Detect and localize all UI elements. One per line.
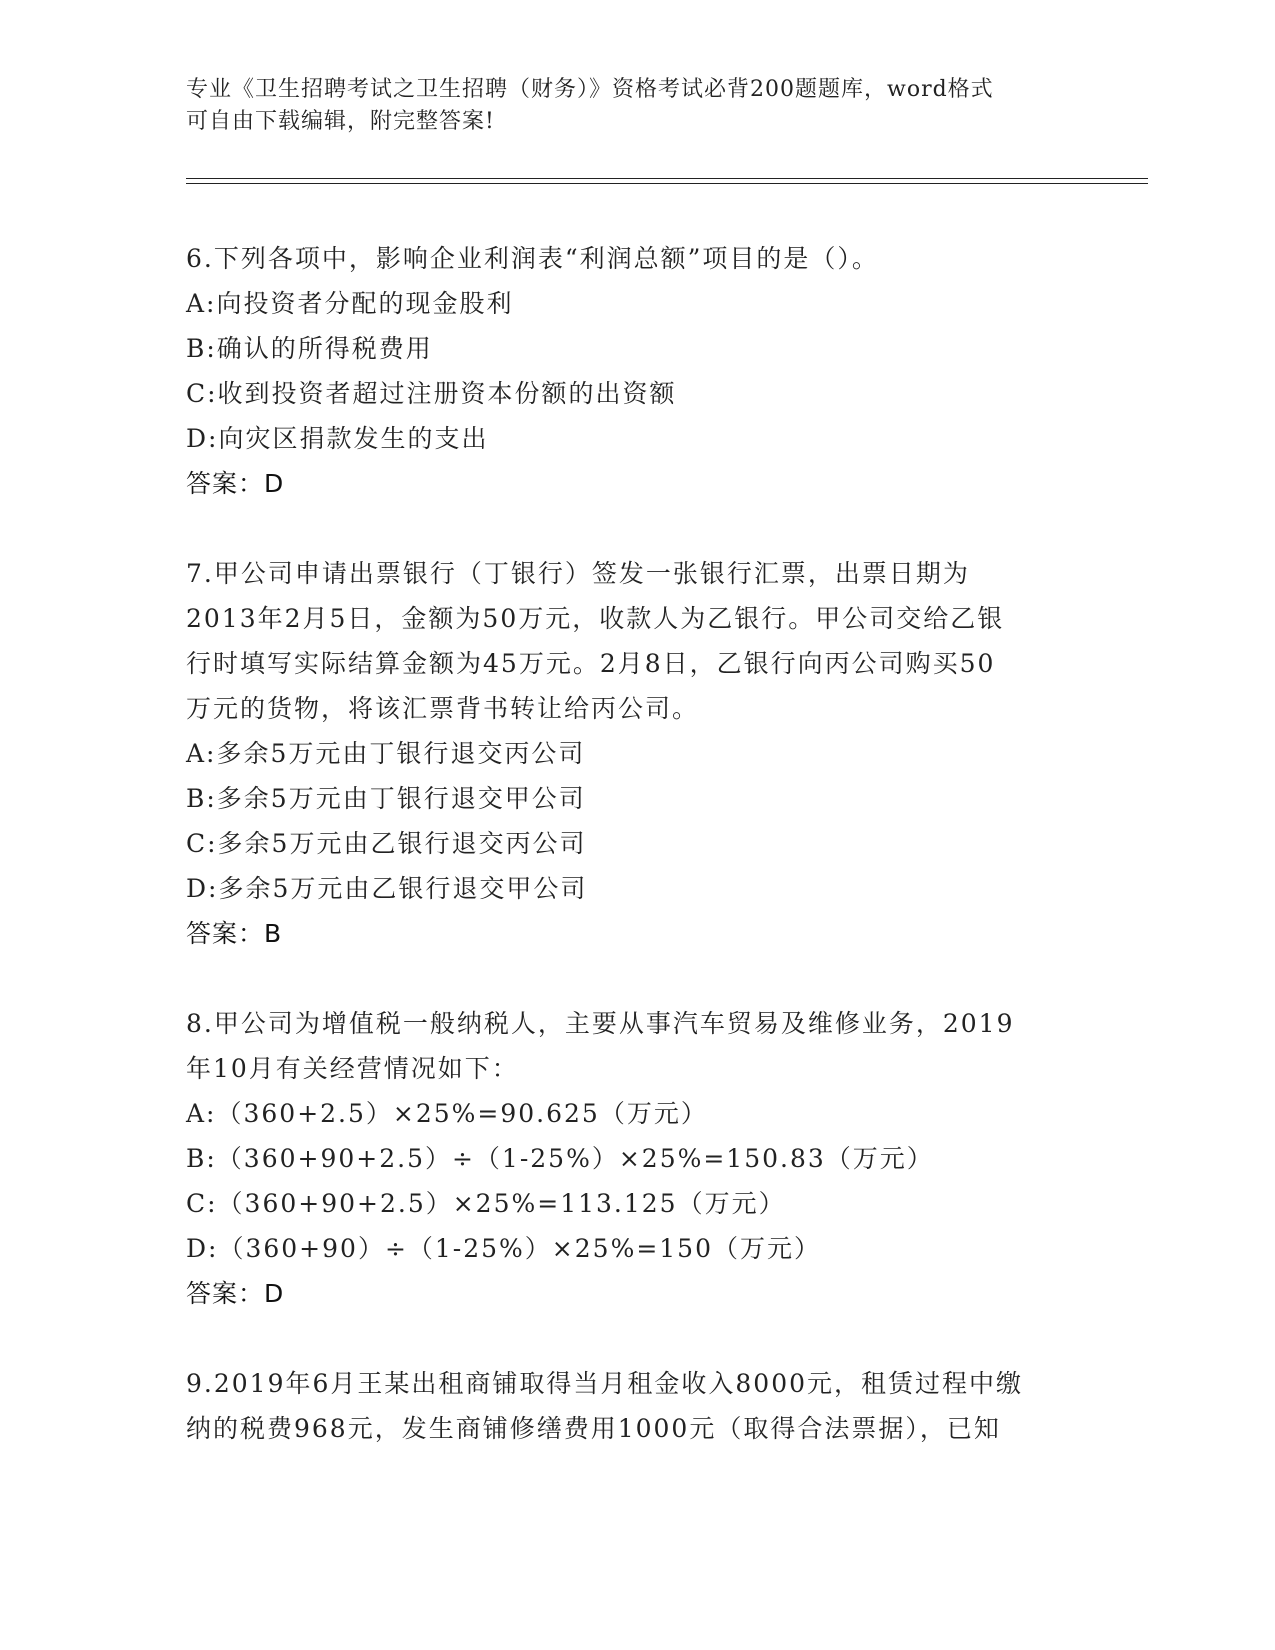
- question-stem-line: 2013年2月5日，金额为50万元，收款人为乙银行。甲公司交给乙银: [186, 604, 1005, 633]
- option-d: D:（360+90）÷（1-25%）×25%=150（万元）: [186, 1234, 821, 1263]
- option-d: D:向灾区捐款发生的支出: [186, 424, 489, 453]
- question-stem-line: 万元的货物，将该汇票背书转让给丙公司。: [186, 694, 700, 723]
- question-stem-line: 9.2019年6月王某出租商铺取得当月租金收入8000元，租赁过程中缴: [186, 1369, 1024, 1398]
- document-header: [186, 74, 1086, 138]
- option-c: C:多余5万元由乙银行退交丙公司: [186, 829, 587, 858]
- option-b: B:（360+90+2.5）÷（1-25%）×25%=150.83（万元）: [186, 1144, 934, 1173]
- header-divider-top: [186, 178, 1148, 179]
- header-line-2: 可自由下载编辑，附完整答案!: [186, 109, 495, 134]
- option-b: B:确认的所得税费用: [186, 334, 433, 363]
- option-a: A:（360+2.5）×25%=90.625（万元）: [186, 1099, 708, 1128]
- question-stem-line: 行时填写实际结算金额为45万元。2月8日，乙银行向丙公司购买50: [186, 649, 996, 678]
- option-a: A:多余5万元由丁银行退交丙公司: [186, 739, 586, 768]
- answer-label: 答案：D: [186, 1279, 285, 1308]
- question-spacer: [186, 956, 1086, 1001]
- answer-label: 答案：D: [186, 469, 285, 498]
- option-c: C:（360+90+2.5）×25%=113.125（万元）: [186, 1189, 786, 1218]
- question-9: [186, 1361, 1086, 1451]
- question-list: [186, 236, 1086, 1451]
- question-spacer: [186, 506, 1086, 551]
- header-line-1: 专业《卫生招聘考试之卫生招聘（财务）》资格考试必背200题题库，word格式: [186, 77, 994, 102]
- question-stem-line: 纳的税费968元，发生商铺修缮费用1000元（取得合法票据），已知: [186, 1414, 1001, 1443]
- question-7: [186, 551, 1086, 956]
- option-b: B:多余5万元由丁银行退交甲公司: [186, 784, 586, 813]
- option-c: C:收到投资者超过注册资本份额的出资额: [186, 379, 677, 408]
- question-stem-line: 7.甲公司申请出票银行（丁银行）签发一张银行汇票，出票日期为: [186, 559, 970, 588]
- question-6: [186, 236, 1086, 506]
- option-a: A:向投资者分配的现金股利: [186, 289, 514, 318]
- header-divider-bottom: [186, 183, 1148, 184]
- option-d: D:多余5万元由乙银行退交甲公司: [186, 874, 588, 903]
- question-spacer: [186, 1316, 1086, 1361]
- question-8: [186, 1001, 1086, 1316]
- question-stem-line: 6.下列各项中，影响企业利润表“利润总额”项目的是（）。: [186, 244, 879, 273]
- question-stem-line: 8.甲公司为增值税一般纳税人，主要从事汽车贸易及维修业务，2019: [186, 1009, 1015, 1038]
- answer-label: 答案：B: [186, 919, 283, 948]
- question-stem-line: 年10月有关经营情况如下：: [186, 1054, 519, 1083]
